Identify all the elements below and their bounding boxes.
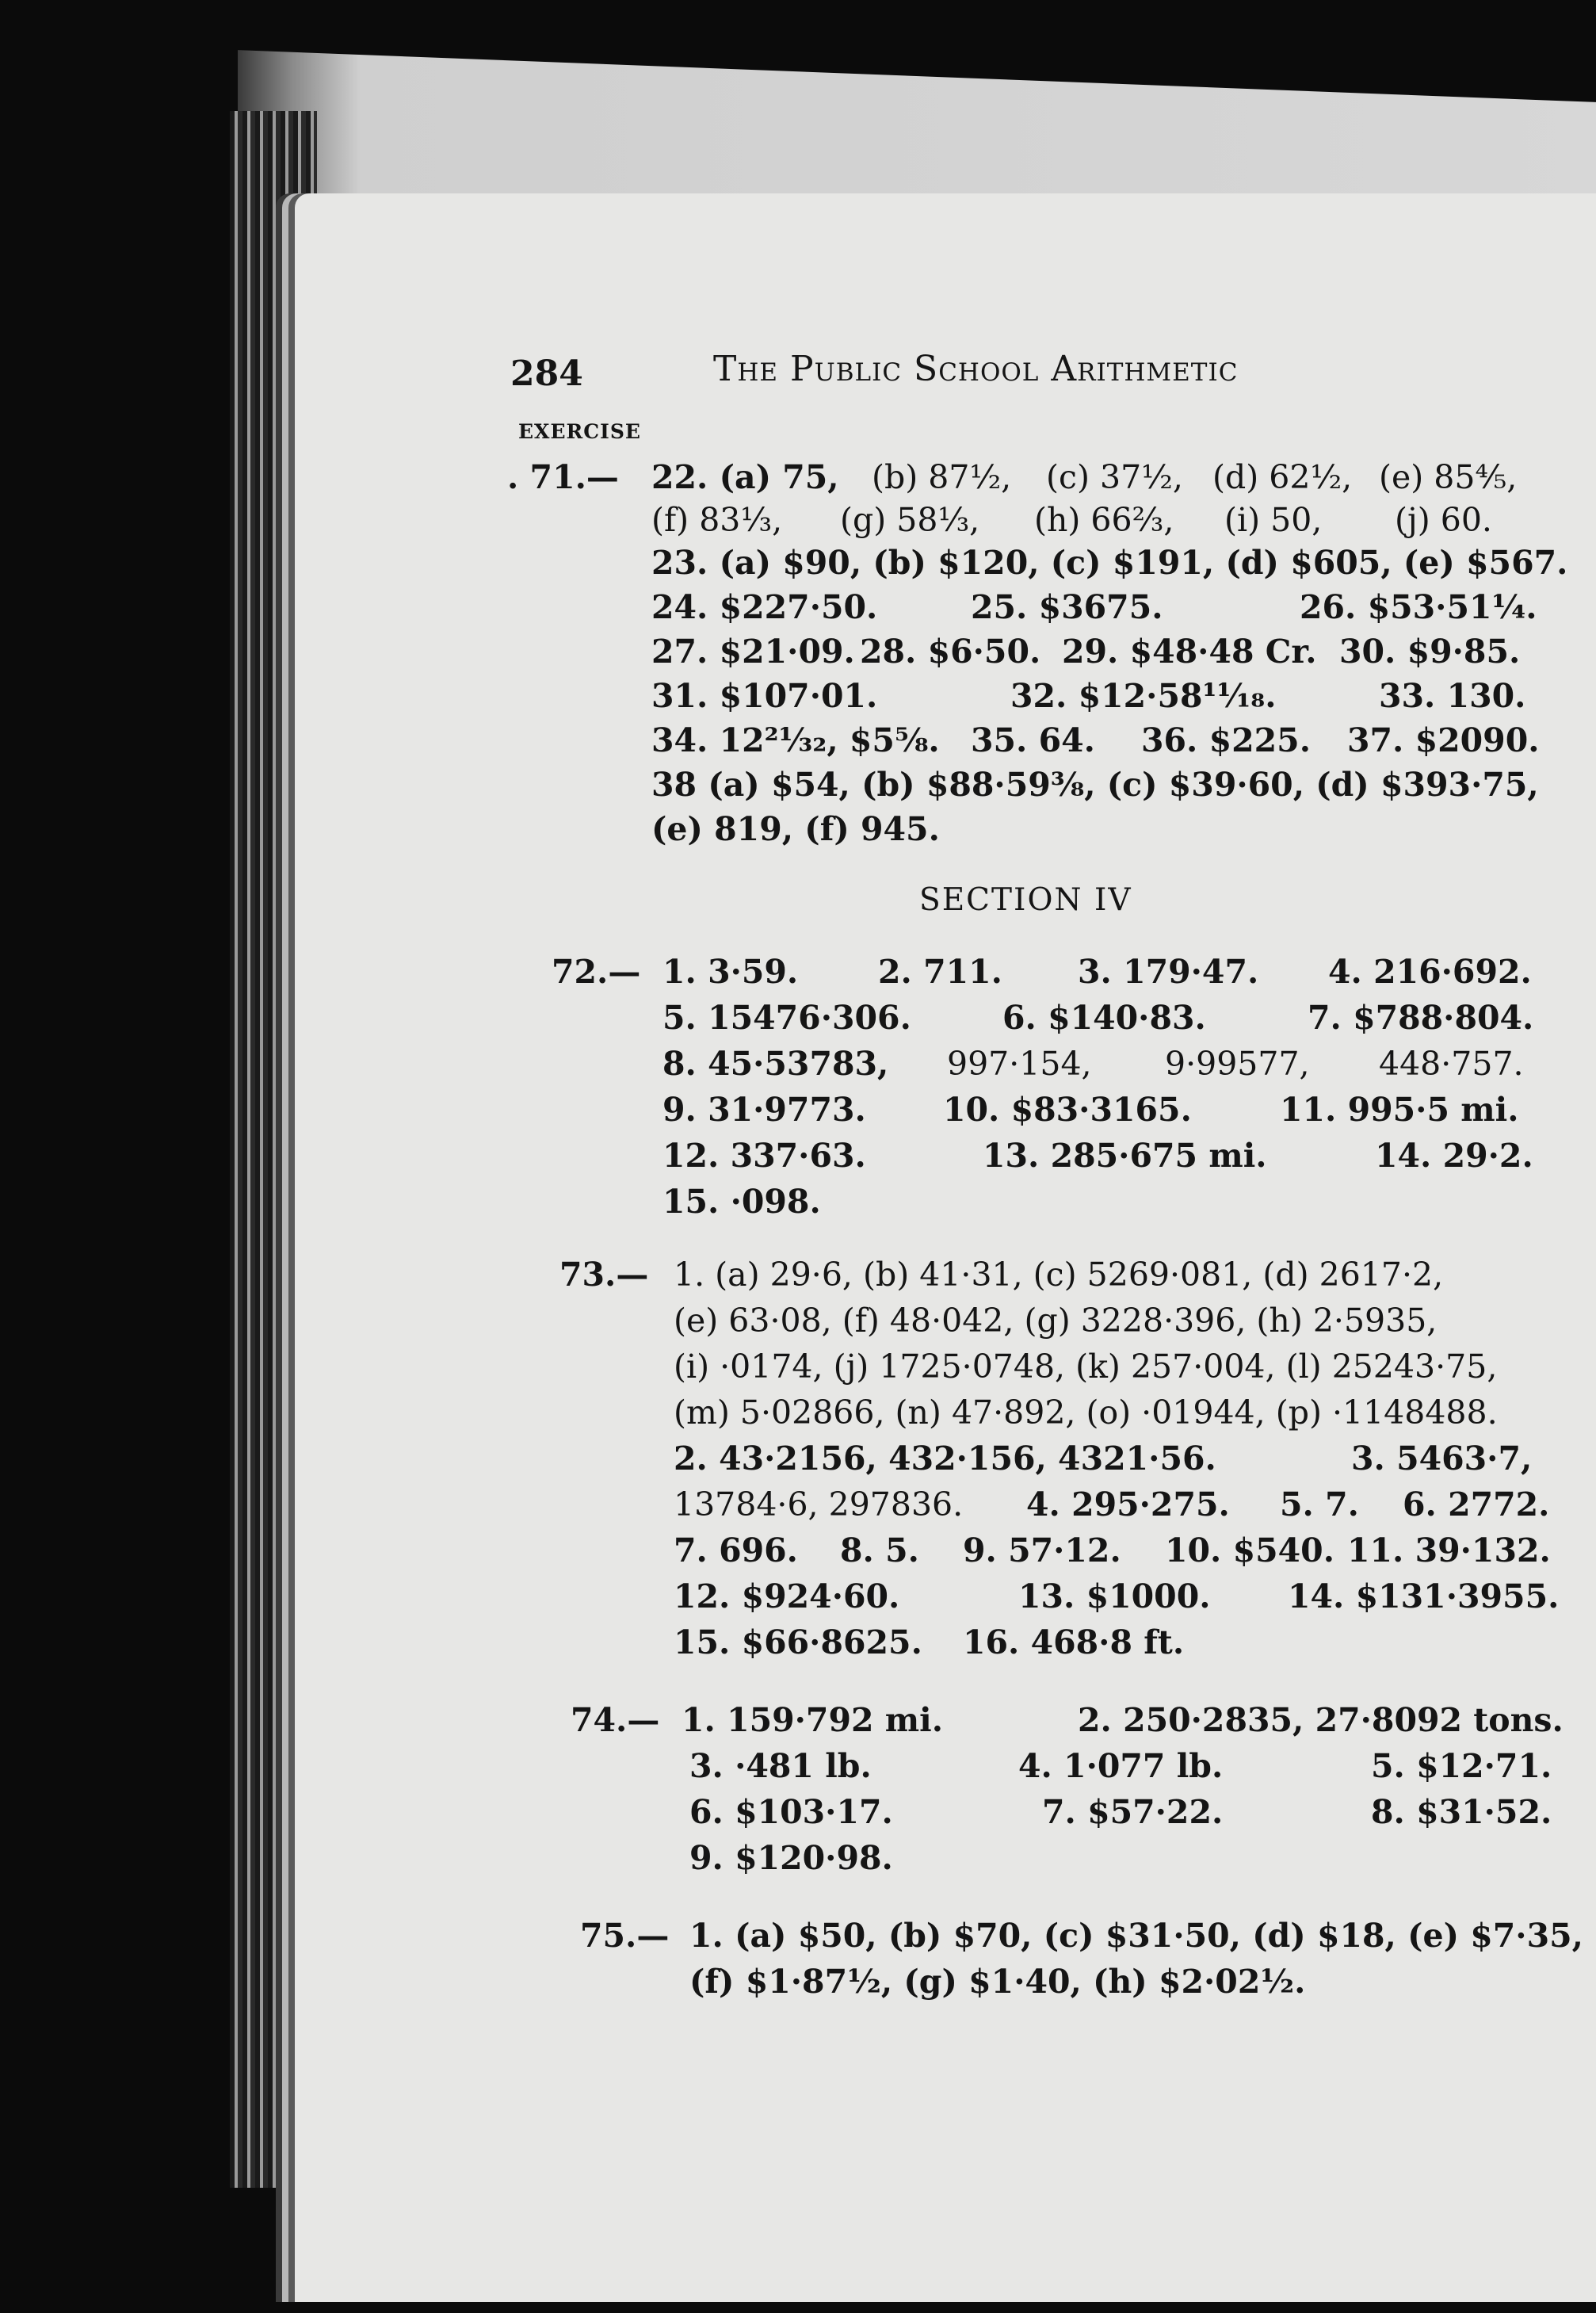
exercise-number: 72.— (552, 953, 641, 991)
answer: (e) 85⅘, (1379, 458, 1518, 496)
running-title: The Public School Arithmetic (713, 349, 1239, 389)
answer: 9. 31·9773. (662, 1091, 866, 1129)
answer: 13. 285·675 mi. (983, 1137, 1267, 1175)
answer-line: 23. (a) $90, (b) $120, (c) $191, (d) $605, (e) $567. (651, 544, 1568, 582)
answer: 8. 45·53783, (662, 1045, 889, 1083)
answer: 35. 64. (971, 721, 1095, 759)
answer: 31. $107·01. (651, 677, 878, 715)
answer-line: 1. (a) 29·6, (b) 41·31, (c) 5269·081, (d) 2617·2, (674, 1256, 1444, 1294)
page-header (507, 349, 1561, 398)
answer: (c) 37½, (1046, 458, 1183, 496)
exercise-number: . 71.— (507, 458, 619, 496)
answer: 7. $57·22. (1042, 1793, 1224, 1831)
answer: 13. $1000. (1018, 1577, 1211, 1615)
answer: 37. $2090. (1347, 721, 1540, 759)
answer-line: (e) 819, (f) 945. (651, 810, 940, 848)
answer: 33. 130. (1379, 677, 1526, 715)
answer: (i) 50, (1224, 501, 1323, 539)
answer: 4. 1·077 lb. (1018, 1747, 1224, 1785)
exercise-number: 73.— (559, 1256, 649, 1294)
answer: 8. 5. (840, 1531, 919, 1569)
exercise-number: 75.— (580, 1917, 670, 1955)
answer: 7. 696. (674, 1531, 798, 1569)
answer: 12. $924·60. (674, 1577, 900, 1615)
answer: 11. 39·132. (1347, 1531, 1551, 1569)
answer: (f) 83⅓, (651, 501, 783, 539)
answer: 5. 15476·306. (662, 999, 911, 1037)
section-title: SECTION IV (919, 882, 1132, 918)
answer: 13784·6, 297836. (674, 1485, 964, 1524)
exercise-label: EXERCISE (518, 420, 641, 443)
answer: 14. 29·2. (1375, 1137, 1533, 1175)
answer: 6. 2772. (1403, 1485, 1550, 1524)
answer: 12. 337·63. (662, 1137, 866, 1175)
answer: 5. $12·71. (1371, 1747, 1552, 1785)
answer: 26. $53·51¼. (1300, 588, 1537, 626)
answer-line: 38 (a) $54, (b) $88·59⅜, (c) $39·60, (d) $393·75, (651, 766, 1539, 804)
answer: (d) 62½, (1212, 458, 1353, 496)
answer: 1. 3·59. (662, 953, 799, 991)
answer: 997·154, (947, 1045, 1092, 1083)
answer: 3. 5463·7, (1351, 1439, 1533, 1478)
answer: 9·99577, (1165, 1045, 1310, 1083)
answer: 7. $788·804. (1308, 999, 1534, 1037)
answer-line: (m) 5·02866, (n) 47·892, (o) ·01944, (p) ·1148488. (674, 1394, 1498, 1432)
answer: 9. 57·12. (963, 1531, 1121, 1569)
page-number: 284 (510, 354, 583, 394)
answer: 448·757. (1379, 1045, 1524, 1083)
answer: 28. $6·50. (860, 633, 1041, 671)
answer: 24. $227·50. (651, 588, 878, 626)
answer: (g) 58⅓, (840, 501, 980, 539)
answer: (b) 87½, (872, 458, 1012, 496)
exercise-number: 74.— (571, 1701, 660, 1739)
answer: 34. 12²¹⁄₃₂, $5⅝. (651, 721, 940, 759)
answer: 2. 43·2156, 432·156, 4321·56. (674, 1439, 1216, 1478)
answer: 2. 250·2835, 27·8092 tons. (1078, 1701, 1564, 1739)
answer: 4. 295·275. (1026, 1485, 1230, 1524)
answer: (j) 60. (1395, 501, 1492, 539)
answer-line: (e) 63·08, (f) 48·042, (g) 3228·396, (h) 2·5935, (674, 1302, 1438, 1340)
answer: 15. ·098. (662, 1183, 821, 1221)
answer: 3. 179·47. (1078, 953, 1259, 991)
answer: 8. $31·52. (1371, 1793, 1552, 1831)
answer: 6. $103·17. (689, 1793, 893, 1831)
answer: 1. 159·792 mi. (682, 1701, 944, 1739)
answer: 10. $83·3165. (943, 1091, 1192, 1129)
answer: 25. $3675. (971, 588, 1163, 626)
answer: 6. $140·83. (1002, 999, 1206, 1037)
answer-line: (f) $1·87½, (g) $1·40, (h) $2·02½. (689, 1963, 1306, 2001)
answer: 14. $131·3955. (1288, 1577, 1560, 1615)
answer: 16. 468·8 ft. (963, 1623, 1185, 1661)
answer: 11. 995·5 mi. (1280, 1091, 1519, 1129)
answer: 10. $540. (1165, 1531, 1334, 1569)
answer: 32. $12·58¹¹⁄₁₈. (1010, 677, 1277, 715)
answer-line: (i) ·0174, (j) 1725·0748, (k) 257·004, (l) 25243·75, (674, 1348, 1498, 1386)
answer: 9. $120·98. (689, 1839, 893, 1877)
answer: 2. 711. (878, 953, 1002, 991)
answer: 15. $66·8625. (674, 1623, 922, 1661)
answer: 3. ·481 lb. (689, 1747, 872, 1785)
answer: 29. $48·48 Cr. (1062, 633, 1317, 671)
answer: 22. (a) 75, (651, 458, 839, 496)
answer: 36. $225. (1141, 721, 1311, 759)
answer: (h) 66⅔, (1034, 501, 1174, 539)
page-content (507, 349, 1583, 2001)
answer: 5. 7. (1280, 1485, 1359, 1524)
answer: 4. 216·692. (1328, 953, 1532, 991)
answer: 30. $9·85. (1339, 633, 1521, 671)
answer: 27. $21·09. (651, 633, 855, 671)
answer-line: 1. (a) $50, (b) $70, (c) $31·50, (d) $18, (e) $7·35, (689, 1917, 1583, 1955)
